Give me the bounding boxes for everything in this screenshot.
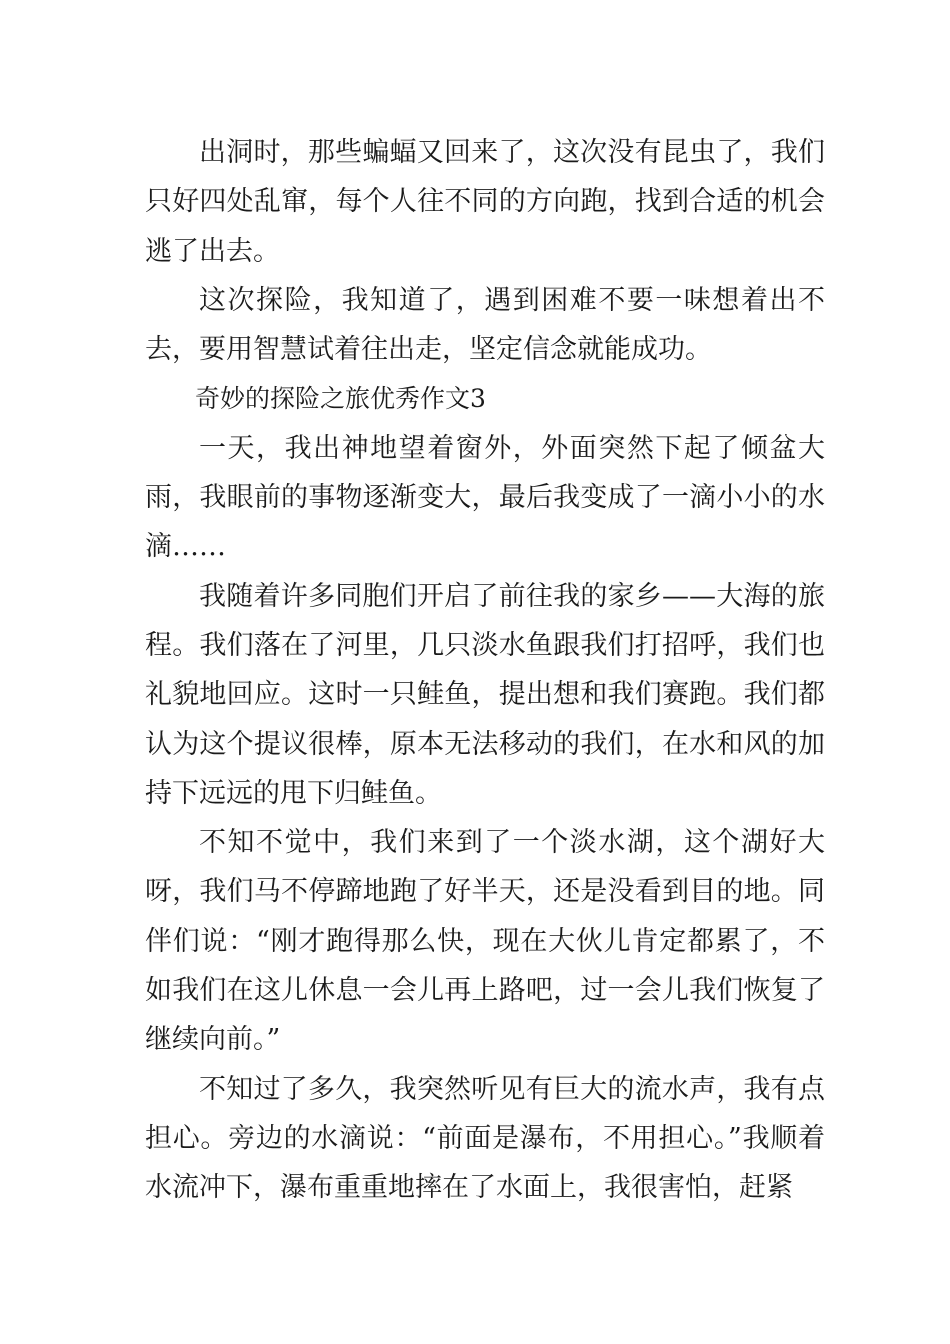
paragraph-waterfall: 不知过了多久，我突然听见有巨大的流水声，我有点担心。旁边的水滴说：“前面是瀑布，不用担心。”我顺着水流冲下，瀑布重重地摔在了水面上，我很害怕，赶紧 xyxy=(145,1073,825,1204)
paragraph-river: 我随着许多同胞们开启了前往我的家乡——大海的旅程。我们落在了河里，几只淡水鱼跟我们打招呼，我们也礼貌地回应。这时一只鲑鱼，提出想和我们赛跑。我们都认为这个提议很棒，原本无法移动的我们，在水和风的加持下远远的甩下归鲑鱼。 xyxy=(145,580,825,809)
paragraph-lake: 不知不觉中，我们来到了一个淡水湖，这个湖好大呀，我们马不停蹄地跑了好半天，还是没看到目的地。同伴们说：“刚才跑得那么快，现在大伙儿肯定都累了，不如我们在这儿休息一会儿再上路吧，过一会儿我们恢复了继续向前。” xyxy=(145,827,825,1056)
paragraph-cave-exit: 出洞时，那些蝙蝠又回来了，这次没有昆虫了，我们只好四处乱窜，每个人往不同的方向跑，找到合适的机会逃了出去。 xyxy=(145,137,825,267)
essay-title: 奇妙的探险之旅优秀作文3 xyxy=(195,384,486,414)
paragraph-lesson: 这次探险，我知道了，遇到困难不要一味想着出不去，要用智慧试着往出走，坚定信念就能成功。 xyxy=(145,284,825,366)
paragraph-rain: 一天，我出神地望着窗外，外面突然下起了倾盆大雨，我眼前的事物逐渐变大，最后我变成了一滴小小的水滴…… xyxy=(145,432,825,563)
essay-body xyxy=(145,128,825,1213)
